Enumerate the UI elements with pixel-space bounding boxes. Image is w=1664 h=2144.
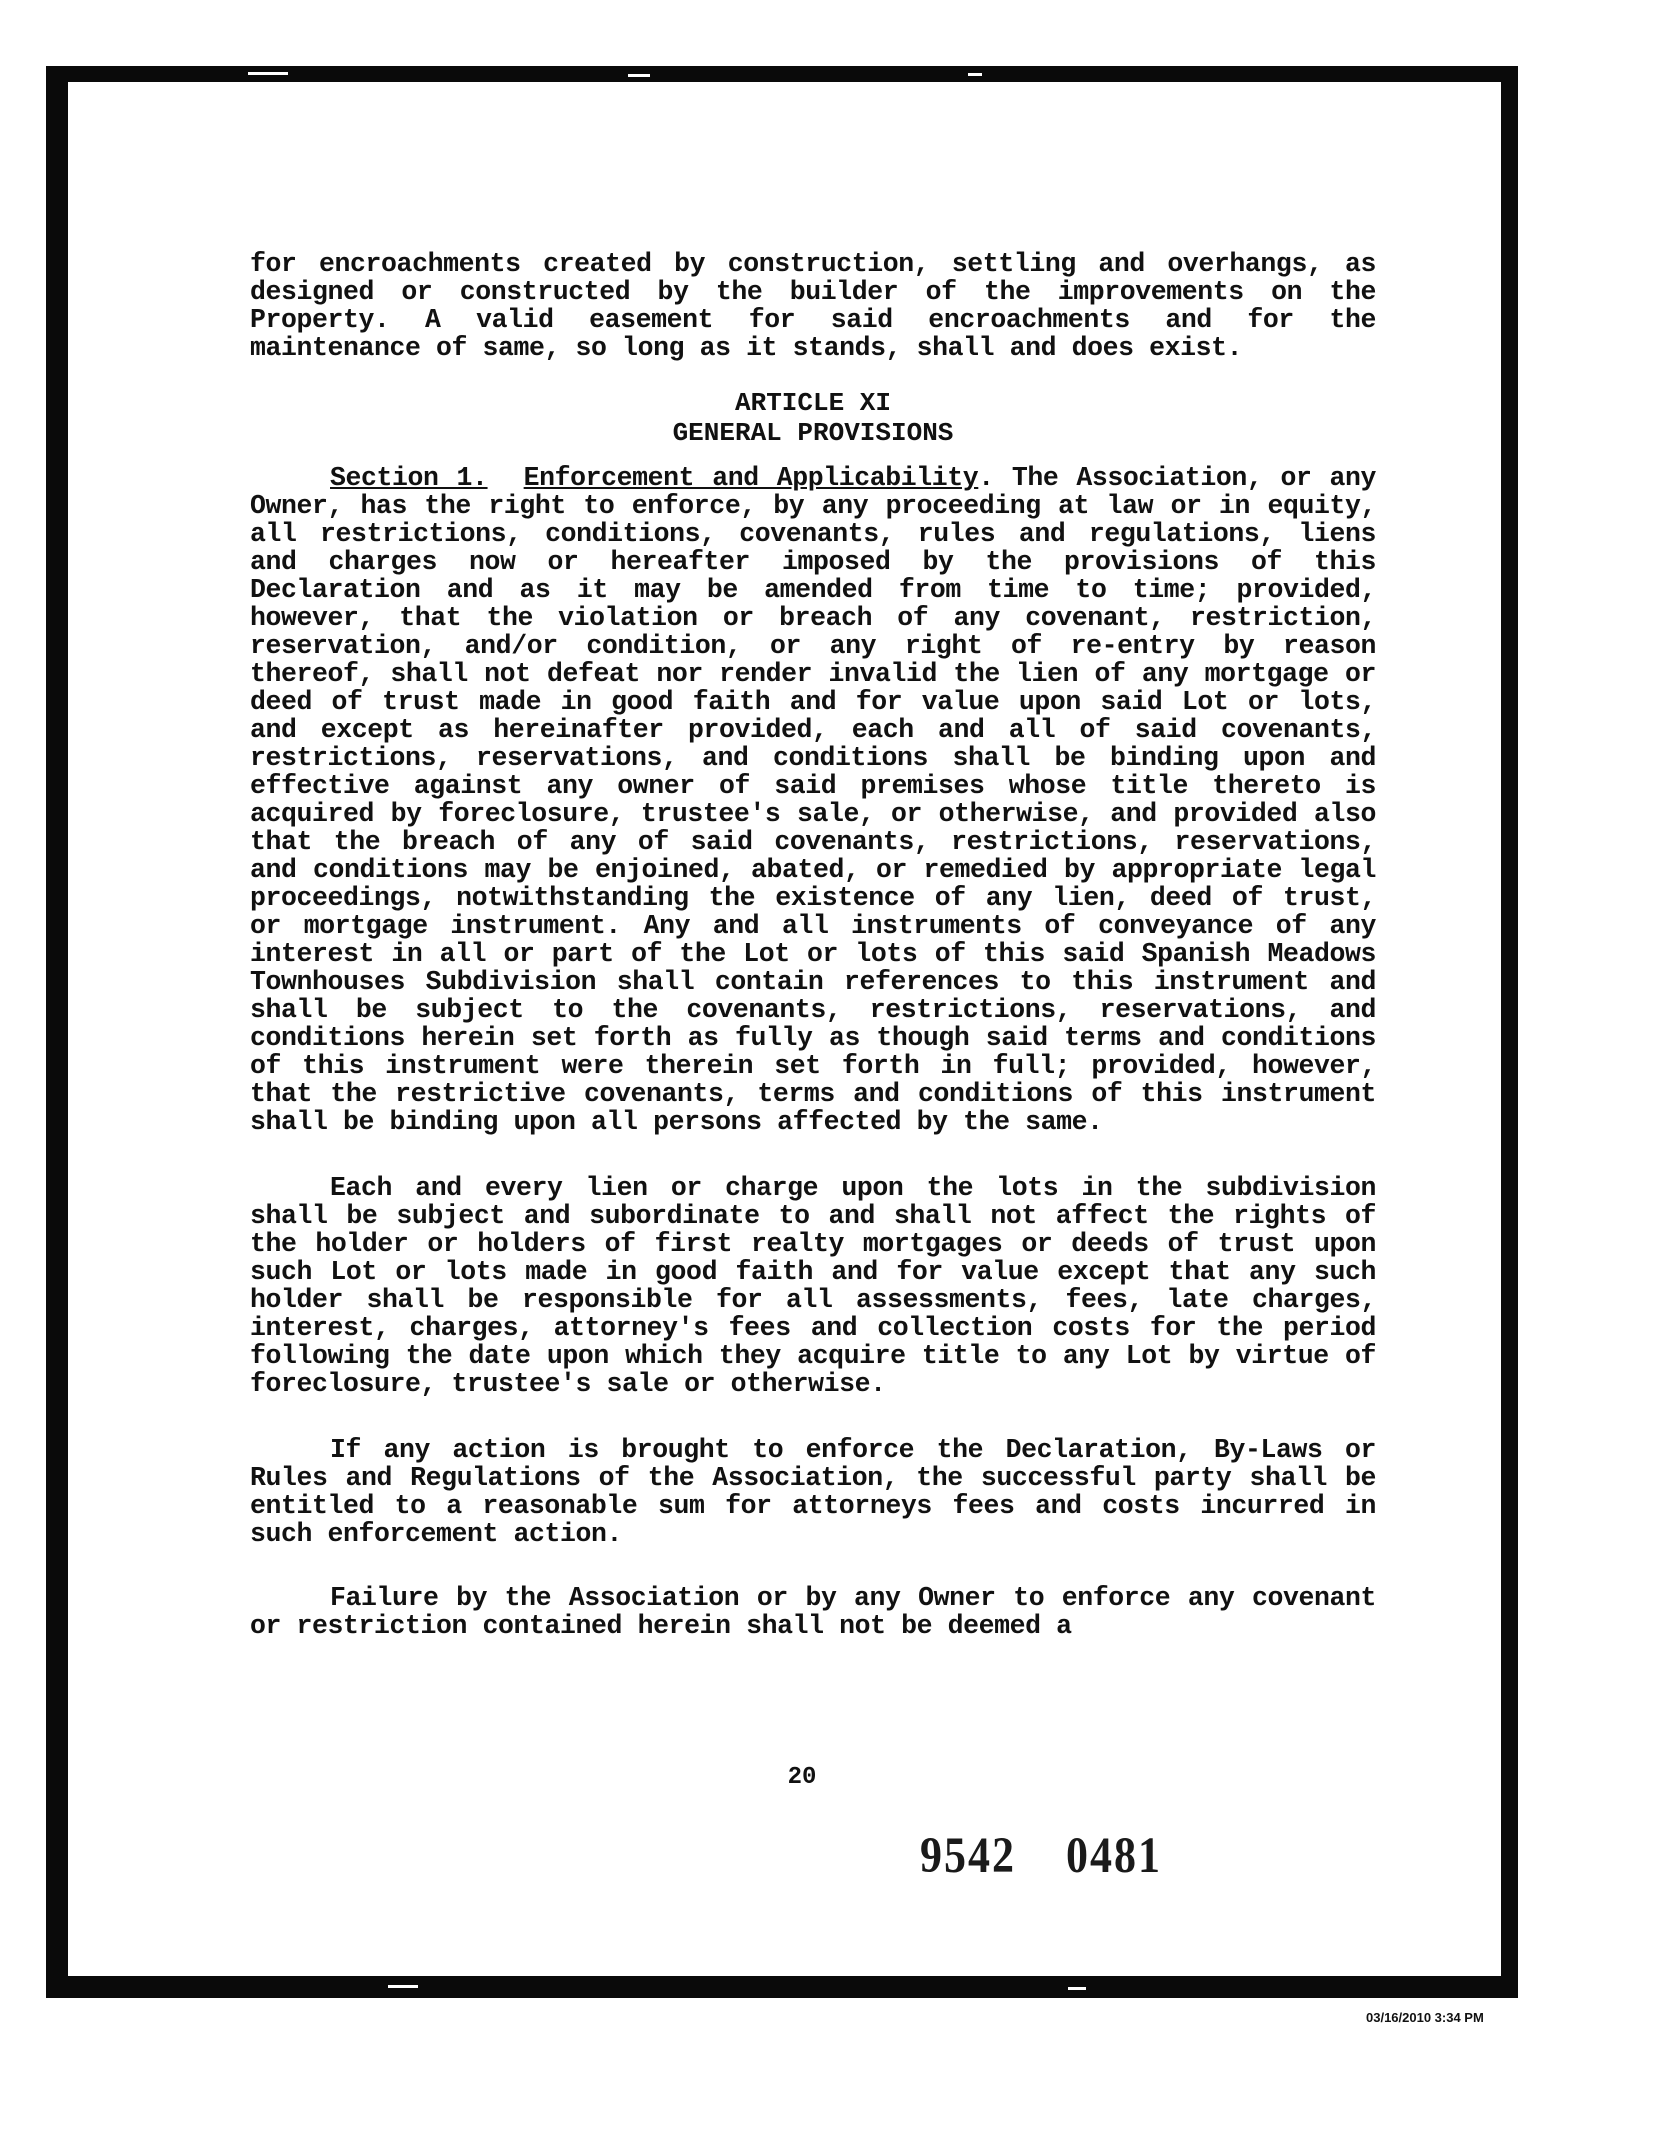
page-number: 20	[787, 1764, 817, 1791]
scan-artifact	[248, 72, 288, 75]
article-title: GENERAL PROVISIONS	[672, 418, 954, 448]
scan-artifact	[1068, 1987, 1086, 1990]
recording-book: 9542	[920, 1827, 1016, 1884]
section-label: Section 1.	[330, 463, 488, 493]
paragraph-spacer	[250, 1136, 1376, 1174]
scan-artifact	[388, 1985, 418, 1988]
article-heading	[250, 388, 1376, 448]
liens-paragraph: Each and every lien or charge upon the lots in the subdivision shall be subject and subordinate to and shall not affect the rights of the holder or holders of first realty mortgages or deeds of trust upon such Lot or lots made in good faith and for value except that any such holder shall be responsible for all assessments, fees, late charges, interest, charges, attorney's fees and collection costs for the period following the date upon which they acquire title to any Lot by virtue of foreclosure, trustee's sale or otherwise.	[250, 1173, 1376, 1399]
failure-paragraph: Failure by the Association or by any Owner to enforce any covenant or restriction contained herein shall not be deemed a	[250, 1583, 1376, 1641]
continuation-paragraph: for encroachments created by construction, settling and overhangs, as designed or constructed by the builder of the improvements on the Property. A valid easement for said encroachments and for the maintenance of same, so long as it stands, shall and does exist.	[250, 249, 1376, 363]
paragraph-spacer	[250, 1548, 1376, 1584]
recording-number-stamp	[920, 1826, 1162, 1885]
recording-page: 0481	[1066, 1827, 1162, 1884]
print-timestamp: 03/16/2010 3:34 PM	[1366, 2010, 1484, 2025]
paragraph-spacer	[250, 1398, 1376, 1436]
document-body	[250, 250, 1376, 1640]
scan-artifact	[968, 73, 982, 76]
action-paragraph: If any action is brought to enforce the Declaration, By-Laws or Rules and Regulations of the Association, the successful party shall be entitled to a reasonable sum for attorneys fees and costs incurred in such enforcement action.	[250, 1435, 1376, 1549]
section-title: Enforcement and Applicability	[523, 463, 979, 493]
scan-artifact	[628, 74, 650, 77]
section-1-paragraph	[250, 464, 1376, 1136]
section-1-body: . The Association, or any Owner, has the right to enforce, by any proceeding at law or in equity, all restrictions, conditions, covenants, rules and regulations, liens and charges now or hereafter imposed by the provisions of this Declaration and as it may be amended from time to time; provided, however, that the violation or breach of any covenant, restriction, reservation, and/or condition, or any right of re-entry by reason thereof, shall not defeat nor render invalid the lien of any mortgage or deed of trust made in good faith and for value upon said Lot or lots, and except as hereinafter provided, each and all of said covenants, restrictions, reservations, and conditions shall be binding upon and effective against any owner of said premises whose title thereto is acquired by foreclosure, trustee's sale, or otherwise, and provided also that the breach of any of said covenants, restrictions, reservations, and conditions may be enjoined, abated, or remedied by appropriate legal proceedings, notwithstanding the existence of any lien, deed of trust, or mortgage instrument. Any and all instruments of conveyance of any interest in all or part of the Lot or lots of this said Spanish Meadows Townhouses Subdivision shall contain references to this instrument and shall be subject to the covenants, restrictions, reservations, and conditions herein set forth as fully as though said terms and conditions of this instrument were therein set forth in full; provided, however, that the restrictive covenants, terms and conditions of this instrument shall be binding upon all persons affected by the same.	[250, 463, 1376, 1137]
article-number: ARTICLE XI	[734, 388, 892, 418]
